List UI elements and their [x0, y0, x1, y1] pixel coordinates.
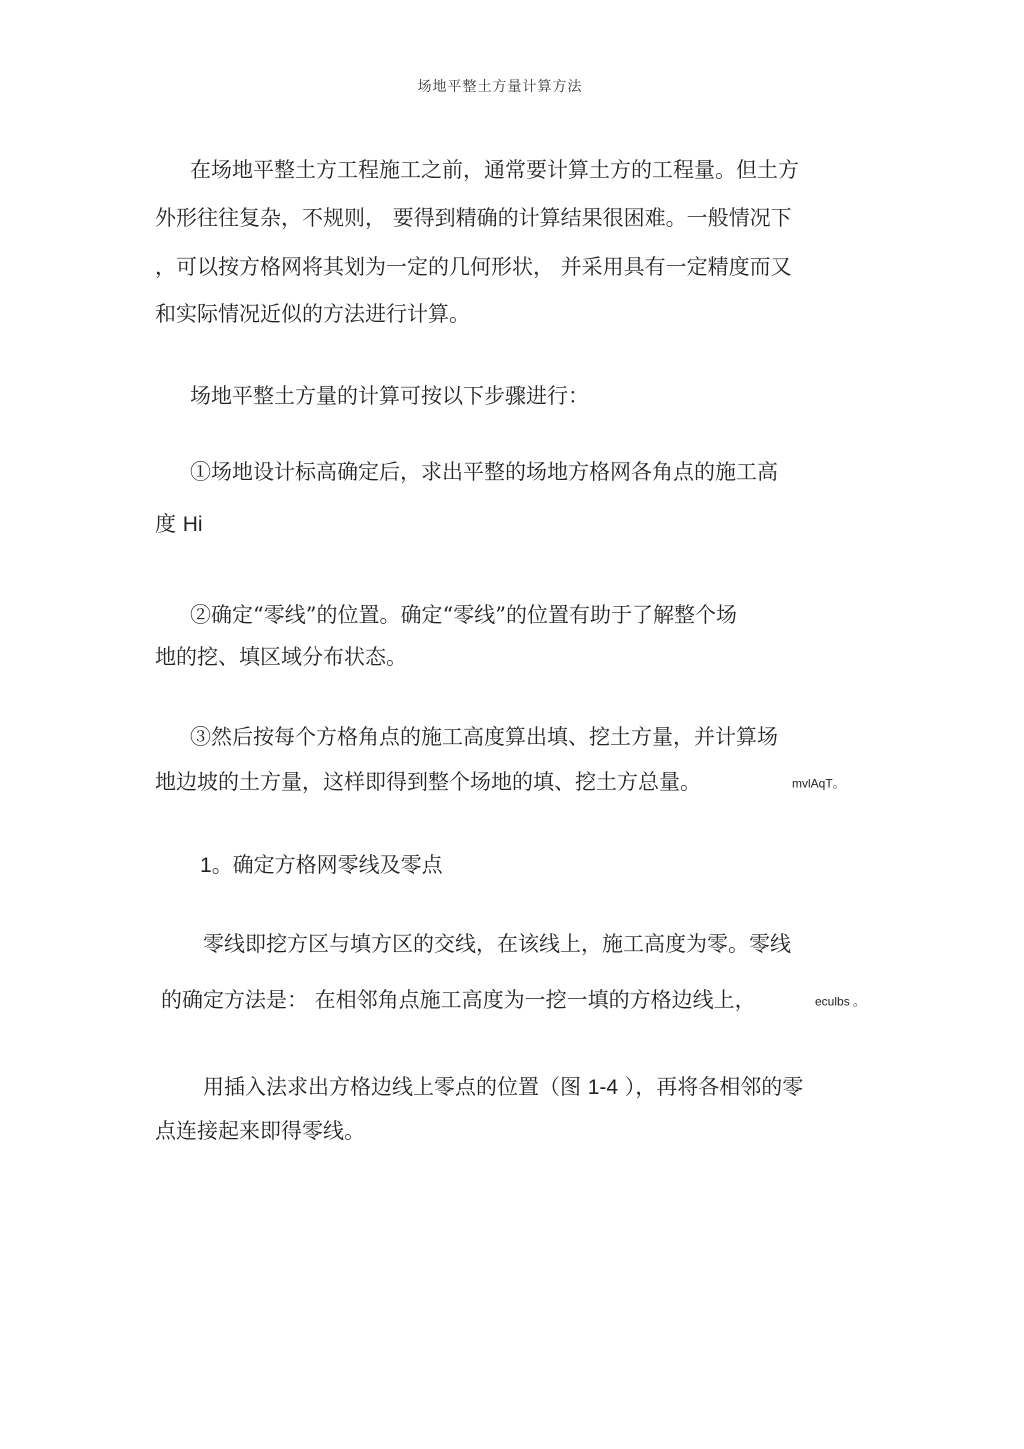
steps-intro: 场地平整土方量的计算可按以下步骤进行：: [190, 384, 589, 408]
text-line: 点连接起来即得零线。: [155, 1119, 365, 1143]
page-title: 场地平整土方量计算方法: [417, 79, 583, 95]
text-line-tail: [815, 986, 865, 1016]
text-line: 的确定方法是： 在相邻角点施工高度为一挖一填的方格边线上，: [161, 988, 756, 1012]
noise-text: eculbs 。: [815, 994, 866, 1009]
section-heading: [200, 851, 443, 880]
section-number: 1: [200, 854, 212, 877]
text-line: ①场地设计标高确定后，求出平整的场地方格网各角点的施工高: [190, 460, 778, 484]
text-line: ③然后按每个方格角点的施工高度算出填、挖土方量，并计算场: [190, 725, 778, 749]
text-line: [155, 510, 203, 539]
text-span: ），再将各相邻的零: [618, 1075, 804, 1099]
text-line: ，可以按方格网将其划为一定的几何形状， 并采用具有一定精度而又: [155, 255, 792, 279]
text-line: 零线即挖方区与填方区的交线，在该线上，施工高度为零。零线: [203, 932, 791, 956]
text-line: 在场地平整土方工程施工之前，通常要计算土方的工程量。但土方: [190, 158, 799, 182]
figure-ref: 1-4: [587, 1076, 619, 1099]
text-span: 用插入法求出方格边线上零点的位置（图: [203, 1075, 588, 1099]
text-line: 地的挖、填区域分布状态。: [155, 645, 407, 669]
height-symbol: Hi: [182, 513, 203, 536]
text-line: 和实际情况近似的方法进行计算。: [155, 302, 470, 326]
text-line: 地边坡的土方量，这样即得到整个场地的填、挖土方总量。: [155, 770, 701, 794]
text-line-tail: [792, 768, 845, 798]
noise-text: mvlAqT。: [792, 776, 845, 791]
text-line: 外形往往复杂，不规则， 要得到精确的计算结果很困难。一般情况下: [155, 206, 792, 230]
text-span: 度: [155, 512, 183, 536]
text-line: ②确定“零线”的位置。确定“零线”的位置有助于了解整个场: [190, 603, 737, 627]
text-line: [203, 1073, 803, 1102]
section-title: 。确定方格网零线及零点: [211, 853, 443, 877]
